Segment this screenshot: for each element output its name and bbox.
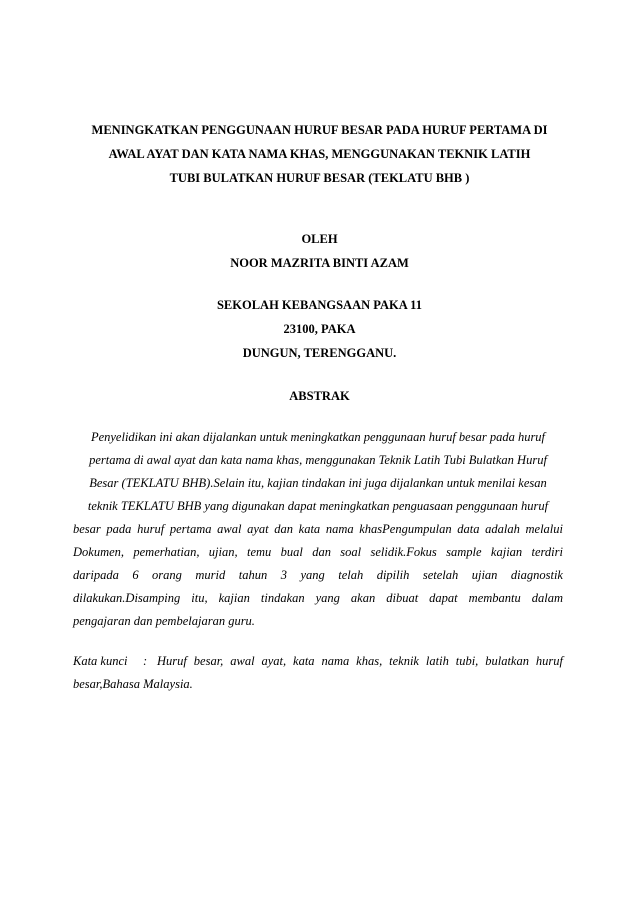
- abstract-body: [73, 426, 563, 633]
- byline: [62, 227, 577, 275]
- paper-title: [62, 118, 577, 190]
- abstract-heading-block: [62, 384, 577, 408]
- school-district-state: DUNGUN, TERENGGANU.: [242, 346, 397, 360]
- keywords-separator: :: [143, 654, 148, 668]
- abstract-line: pertama di awal ayat dan kata nama khas, menggunakan Teknik Latih Tubi Bulatkan Huruf: [89, 453, 547, 467]
- abstract-line: teknik TEKLATU BHB yang digunakan dapat meningkatkan penguasaan penggunaan huruf: [87, 499, 549, 513]
- affiliation: [62, 293, 577, 365]
- keywords-row: [73, 650, 563, 673]
- keywords-block: [73, 650, 563, 696]
- abstract-line: Dokumen, pemerhatian, ujian, temu bual dan soal selidik.Fokus sample kajian terdiri: [73, 545, 563, 559]
- title-line-1: MENINGKATKAN PENGGUNAAN HURUF BESAR PADA HURUF PERTAMA DI: [91, 123, 548, 137]
- title-line-2: AWAL AYAT DAN KATA NAMA KHAS, MENGGUNAKAN TEKNIK LATIH: [108, 147, 531, 161]
- school-name: SEKOLAH KEBANGSAAN PAKA 11: [216, 298, 422, 312]
- abstract-line: Besar (TEKLATU BHB).Selain itu, kajian tindakan ini juga dijalankan untuk menilai kesan: [89, 476, 547, 490]
- byline-label: OLEH: [301, 232, 338, 246]
- abstract-line: daripada 6 orang murid tahun 3 yang telah dipilih setelah ujian diagnostik: [73, 568, 563, 582]
- abstract-heading: ABSTRAK: [289, 389, 350, 403]
- keywords-text: Huruf besar, awal ayat, kata nama khas, teknik latih tubi, bulatkan huruf: [157, 654, 563, 668]
- abstract-line: dilakukan.Disamping itu, kajian tindakan yang akan dibuat dapat membantu dalam: [73, 591, 563, 605]
- abstract-line: besar pada huruf pertama awal ayat dan kata nama khasPengumpulan data adalah melalui: [73, 522, 563, 536]
- abstract-line: Penyelidikan ini akan dijalankan untuk meningkatkan penggunaan huruf besar pada huruf: [90, 430, 546, 444]
- keywords-text-continued: besar,Bahasa Malaysia.: [73, 677, 193, 691]
- keywords-label: Kata kunci: [73, 654, 128, 668]
- title-line-3: TUBI BULATKAN HURUF BESAR (TEKLATU BHB ): [169, 171, 470, 185]
- author-name: NOOR MAZRITA BINTI AZAM: [230, 256, 409, 270]
- abstract-line: pengajaran dan pembelajaran guru.: [73, 614, 255, 628]
- school-postcode-city: 23100, PAKA: [283, 322, 356, 336]
